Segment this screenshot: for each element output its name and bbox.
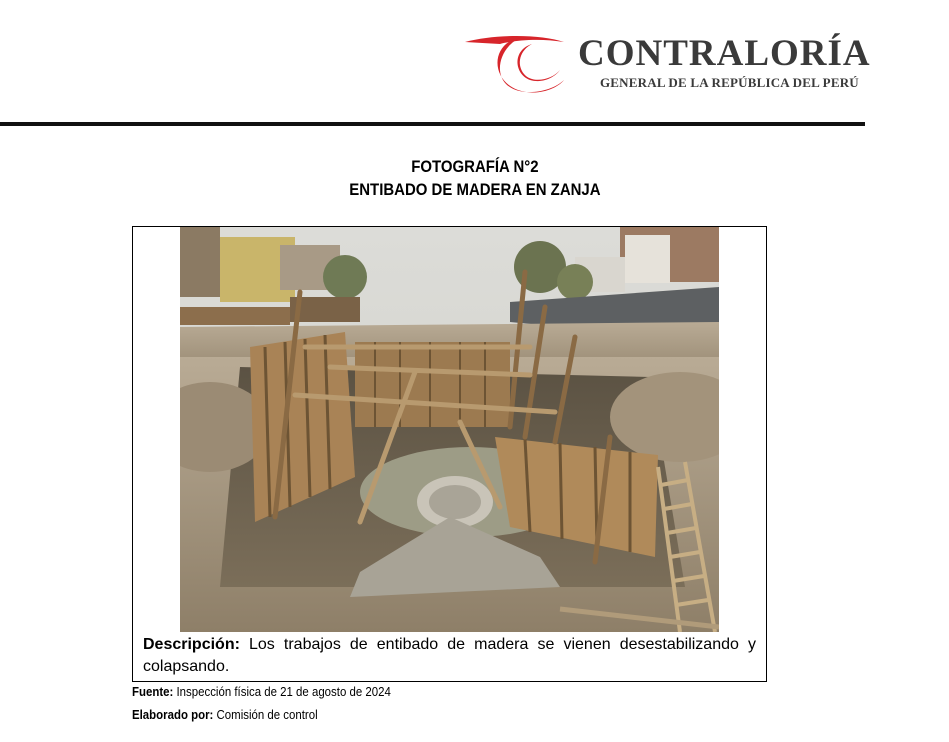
description-text: Los trabajos de entibado de madera se vienen desestabilizando y colapsando.	[143, 636, 756, 675]
photo-title: ENTIBADO DE MADERA EN ZANJA	[349, 180, 601, 199]
brand-subtitle: GENERAL DE LA REPÚBLICA DEL PERÚ	[600, 75, 859, 90]
contraloria-logo	[460, 28, 890, 100]
photo-description	[143, 634, 756, 678]
brand-name: CONTRALORÍA	[578, 33, 871, 74]
source-label: Fuente:	[132, 684, 174, 699]
prepared-by-note	[132, 707, 318, 722]
source-note	[132, 684, 391, 699]
prepared-text: Comisión de control	[213, 707, 318, 722]
photo-number: FOTOGRAFÍA N°2	[411, 157, 539, 176]
swirl-logo-icon	[460, 28, 575, 100]
header-divider	[0, 122, 865, 126]
source-text: Inspección física de 21 de agosto de 2024	[173, 684, 391, 699]
trench-photo	[180, 227, 719, 632]
prepared-label: Elaborado por:	[132, 707, 214, 722]
description-label: Descripción:	[143, 636, 240, 653]
photo-frame	[132, 226, 767, 682]
